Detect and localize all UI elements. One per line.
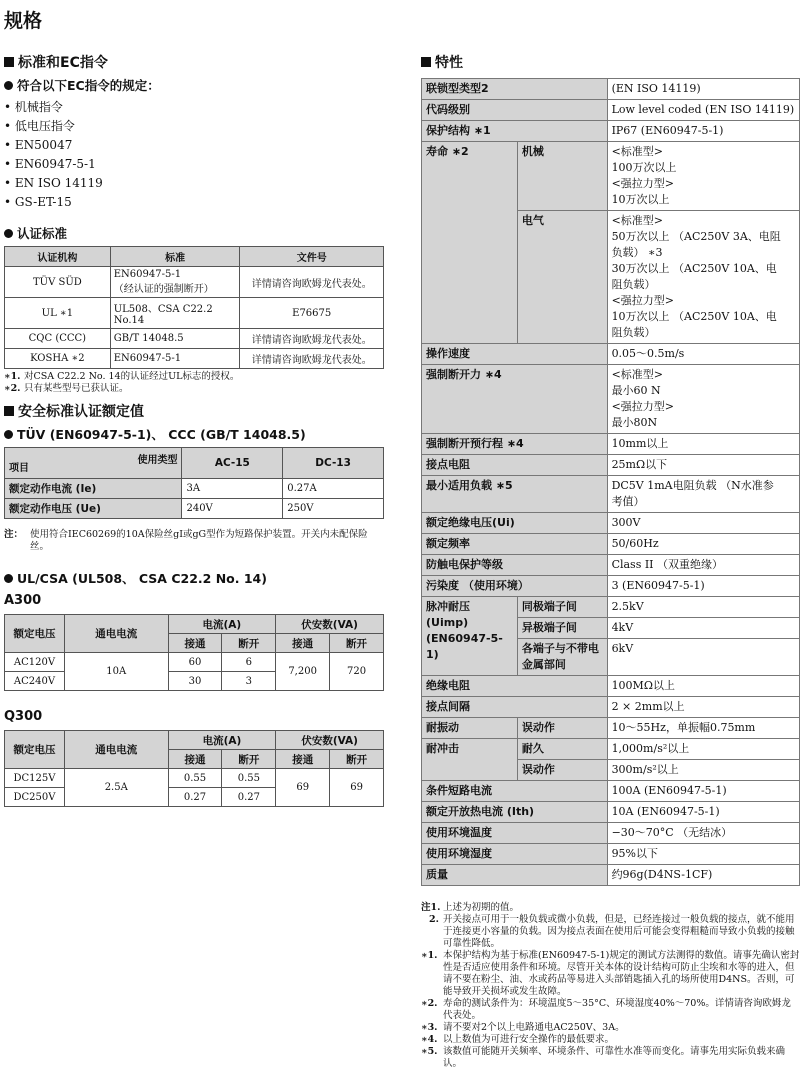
table-header: 额定电压 [5,731,65,769]
q300-title: Q300 [4,709,43,724]
a300-title: A300 [4,593,42,608]
table-row: 额定动作电压 (Ue) 240V 250V [5,499,384,519]
table-header: 断开 [222,634,276,653]
list-item: • EN ISO 14119 [4,174,384,193]
table-row: 异极端子间 4kV [422,618,800,639]
table-row: 绝缘电阻 100MΩ以上 [422,676,800,697]
circle-bullet-icon [4,229,13,238]
ul-heading: UL/CSA (UL508、 CSA C22.2 No. 14) [4,569,384,587]
table-row: DC125V 2.5A 0.55 0.55 69 69 [5,769,384,788]
ec-heading: 符合以下EC指令的规定： [4,76,384,94]
table-row: 脉冲耐压 (Uimp) (EN60947-5-1) 同极端子间 2.5kV [422,597,800,618]
a300-table [4,614,384,691]
table-header: 电流(A) [168,615,276,634]
table-row: 条件短路电流 100A (EN60947-5-1) [422,781,800,802]
rating-note: 注： 使用符合IEC60269的10A保险丝gI或gG型作为短路保护装置。开关内未配保险丝。 [4,529,368,552]
table-row: 各端子与不带电金属部间 6kV [422,639,800,676]
characteristics-heading: 特性 [421,52,800,72]
table-header: 接通 [168,634,222,653]
table-header: 额定电压 [5,615,65,653]
table-row: 耐振动 误动作 10～55Hz，单振幅0.75mm [422,718,800,739]
table-row: AC240V 30 3 [5,672,384,691]
table-header: 项目 使用类型 [5,448,182,479]
table-header: 通电电流 [64,731,168,769]
table-row: 防触电保护等级 Class II （双重绝缘） [422,555,800,576]
table-header: DC-13 [283,448,384,479]
table-row: TÜV SÜD EN60947-5-1 （经认证的强制断开） 详情请咨询欧姆龙代表处。 [5,267,384,298]
left-column [4,52,384,807]
table-header: 断开 [330,750,384,769]
square-bullet-icon [4,57,14,67]
table-row: 强制断开力 ∗4 <标准型> 最小60 N <强拉力型> 最小80N [422,365,800,434]
tuv-rating-table [4,447,384,519]
characteristics-table [421,78,800,886]
list-item: • EN60947-5-1 [4,155,384,174]
table-row: 耐冲击 耐久 1,000m/s²以上 [422,739,800,760]
table-row: 联锁型类型2 (EN ISO 14119) [422,79,800,100]
table-row: 污染度 （使用环境） 3 (EN60947-5-1) [422,576,800,597]
table-row: 额定开放热电流 (Ith) 10A (EN60947-5-1) [422,802,800,823]
table-row: 操作速度 0.05～0.5m/s [422,344,800,365]
table-row: 强制断开预行程 ∗4 10mm以上 [422,434,800,455]
list-item: • 机械指令 [4,98,384,117]
table-header: 通电电流 [64,615,168,653]
cert-footnotes: ∗1. 对CSA C22.2 No. 14的认证经过UL标志的授权。 ∗2. 只有某些型号已获认证。 [4,371,240,394]
table-row: 电气 <标准型> 50万次以上 （AC250V 3A、电阻 负载） ∗3 30万次以上 （AC250V 10A、电 阻负载） <强拉力型> 10万次以上 （AC250V 10A、电 阻负载） [422,211,800,344]
page-title: 规格 [4,10,43,32]
table-row: 误动作 300m/s²以上 [422,760,800,781]
table-header: 接通 [276,750,330,769]
table-row: 使用环境湿度 95%以下 [422,844,800,865]
table-row: 最小适用负载 ∗5 DC5V 1mA电阻负载 （N水准参 考值） [422,476,800,513]
table-row: 接点电阻 25mΩ以下 [422,455,800,476]
rating-heading: 安全标准认证额定值 [4,401,384,421]
list-item: • 低电压指令 [4,117,384,136]
table-header: AC-15 [182,448,283,479]
square-bullet-icon [4,406,14,416]
table-header: 伏安数(VA) [276,615,384,634]
table-row: 代码级别 Low level coded (EN ISO 14119) [422,100,800,121]
table-row: KOSHA ∗2 EN60947-5-1 详情请咨询欧姆龙代表处。 [5,349,384,369]
table-row: DC250V 0.27 0.27 [5,788,384,807]
table-header: 接通 [276,634,330,653]
standards-list [4,98,384,212]
standards-heading: 标准和EC指令 [4,52,384,72]
table-row: 使用环境温度 −30～70°C （无结冰） [422,823,800,844]
q300-table [4,730,384,807]
table-header: 认证机构 [5,247,111,267]
table-row: 保护结构 ∗1 IP67 (EN60947-5-1) [422,121,800,142]
characteristics-notes: 注1. 上述为初期的值。 2. 开关接点可用于一般负载或微小负载，但是，已经连接过一般负载的接点，就不能用于连接更小容量的负载。因为接点表面在使用后可能会变得粗糙而导致小负载的接触可靠性降低。 ∗1. 本保护结构为基于标准(EN60947-5-1)规定的测试方法测得的数值。请事先确认密封性是否适应使用条件和环境。尽管开关本体的设计结构可防止尘埃和水等的进入，但请不要在粉尘、油、水或药品等易进入头部销匙插入孔的场所使用D4NS。否则，可能导致开关损坏或发生故障。 ∗2. 寿命的测试条件为：环境温度5～35°C、环境湿度40%～70%。详情请咨询欧姆龙代表处。 ∗3. 请不要对2个以上电路通电AC250V、3A。 ∗4. 以上数值为可进行安全操作的最低要求。 ∗5. 该数值可能随开关频率、环境条件、可靠性水准等而变化。请事先用实际负载来确认。 [421,902,800,1069]
table-row: UL ∗1 UL508、CSA C22.2 No.14 E76675 [5,298,384,329]
right-column [421,52,800,1070]
table-header: 断开 [222,750,276,769]
table-header: 标准 [110,247,240,267]
table-row: 质量 约96g(D4NS-1CF) [422,865,800,886]
square-bullet-icon [421,57,431,67]
table-header: 电流(A) [168,731,276,750]
table-header: 接通 [168,750,222,769]
table-header: 断开 [330,634,384,653]
table-row: 寿命 ∗2 机械 <标准型> 100万次以上 <强拉力型> 10万次以上 [422,142,800,211]
list-item: • EN50047 [4,136,384,155]
table-row: 接点间隔 2 × 2mm以上 [422,697,800,718]
table-row: AC120V 10A 60 6 7,200 720 [5,653,384,672]
circle-bullet-icon [4,430,13,439]
table-row: 额定绝缘电压(Ui) 300V [422,513,800,534]
cert-heading: 认证标准 [4,224,384,242]
table-header: 文件号 [240,247,384,267]
table-header: 伏安数(VA) [276,731,384,750]
table-row: 额定频率 50/60Hz [422,534,800,555]
circle-bullet-icon [4,574,13,583]
list-item: • GS-ET-15 [4,193,384,212]
table-row: 额定动作电流 (Ie) 3A 0.27A [5,479,384,499]
cert-table [4,246,384,369]
circle-bullet-icon [4,81,13,90]
tuv-heading: TÜV (EN60947-5-1)、 CCC (GB/T 14048.5) [4,425,384,443]
table-row: CQC (CCC) GB/T 14048.5 详情请咨询欧姆龙代表处。 [5,329,384,349]
